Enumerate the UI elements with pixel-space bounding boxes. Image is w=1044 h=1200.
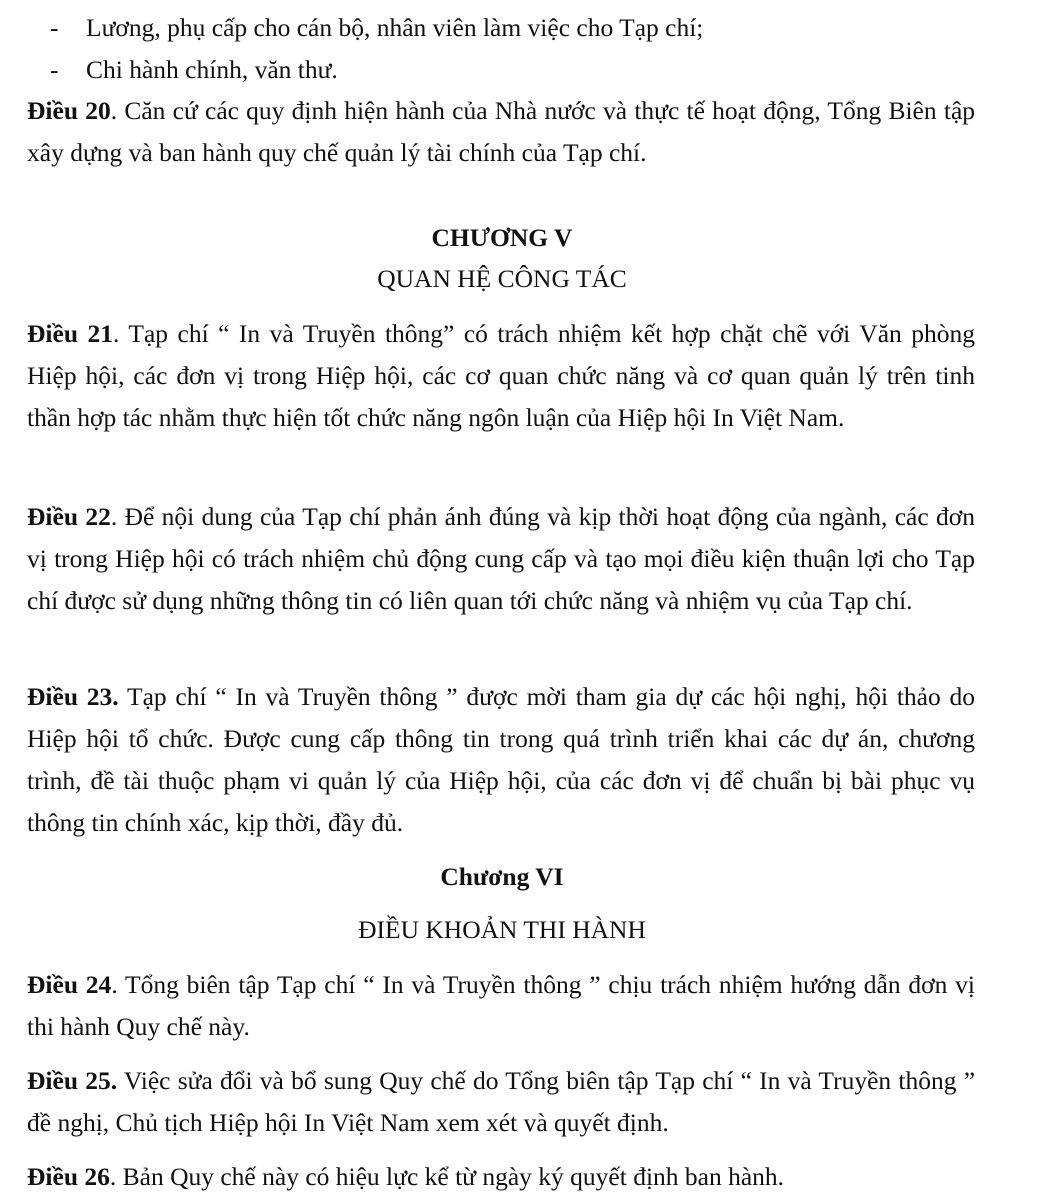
- bullet-dash: -: [50, 55, 59, 84]
- article-label: Điều 20: [27, 96, 111, 125]
- article-text: . Bản Quy chế này có hiệu lực kể từ ngày ký quyết định ban hành.: [109, 1162, 785, 1191]
- article-text: . Để nội dung của Tạp chí phản ánh đúng và kịp thời hoạt động của ngành, các đơn vị trong Hiệp hội có trách nhiệm chủ động cung cấp và tạo mọi điều kiện thuận lợi cho Tạp chí được sử dụng những thông tin có liên quan tới chức năng và nhiệm vụ của Tạp chí.: [27, 502, 976, 615]
- chapter-subtitle: QUAN HỆ CÔNG TÁC: [377, 264, 627, 293]
- article-label: Điều 25.: [27, 1066, 118, 1095]
- article-text: . Căn cứ các quy định hiện hành của Nhà nước và thực tế hoạt động, Tổng Biên tập xây dựng và ban hành quy chế quản lý tài chính của Tạp chí.: [27, 96, 976, 167]
- article-20: [27, 90, 975, 174]
- article-label: Điều 23.: [27, 682, 119, 711]
- article-text: . Tạp chí “ In và Truyền thông” có trách nhiệm kết hợp chặt chẽ với Văn phòng Hiệp hội, các đơn vị trong Hiệp hội, các cơ quan chức năng và cơ quan quản lý trên tinh thần hợp tác nhằm thực hiện tốt chức năng ngôn luận của Hiệp hội In Việt Nam.: [27, 319, 975, 432]
- article-25: [27, 1060, 975, 1144]
- article-26: [27, 1156, 975, 1198]
- bullet-item: [50, 50, 338, 90]
- article-label: Điều 22: [27, 502, 111, 531]
- article-text: . Tổng biên tập Tạp chí “ In và Truyền thông ” chịu trách nhiệm hướng dẫn đơn vị thi hành Quy chế này.: [27, 970, 975, 1041]
- article-24: [27, 964, 975, 1048]
- article-21: [27, 313, 975, 439]
- chapter-subtitle: ĐIỀU KHOẢN THI HÀNH: [358, 915, 646, 944]
- chapter-title: Chương VI: [440, 862, 564, 891]
- article-22: [27, 496, 975, 622]
- article-text: Việc sửa đổi và bổ sung Quy chế do Tổng biên tập Tạp chí “ In và Truyền thông ” đề nghị, Chủ tịch Hiệp hội In Việt Nam xem xét và quyết định.: [27, 1066, 976, 1137]
- article-label: Điều 26: [27, 1162, 110, 1191]
- bullet-item: [50, 8, 703, 48]
- bullet-text: Chi hành chính, văn thư.: [86, 55, 338, 84]
- article-23: [27, 676, 975, 844]
- chapter-title: CHƯƠNG V: [431, 223, 573, 252]
- article-text: Tạp chí “ In và Truyền thông ” được mời tham gia dự các hội nghị, hội thảo do Hiệp hội tổ chức. Được cung cấp thông tin trong quá trình triển khai các dự án, chương trình, đề tài thuộc phạm vi quản lý của Hiệp hội, của các đơn vị để chuẩn bị bài phục vụ thông tin chính xác, kịp thời, đầy đủ.: [27, 682, 976, 837]
- bullet-text: Lương, phụ cấp cho cán bộ, nhân viên làm việc cho Tạp chí;: [86, 13, 704, 42]
- article-label: Điều 24: [27, 970, 112, 999]
- bullet-dash: -: [50, 13, 59, 42]
- article-label: Điều 21: [27, 319, 113, 348]
